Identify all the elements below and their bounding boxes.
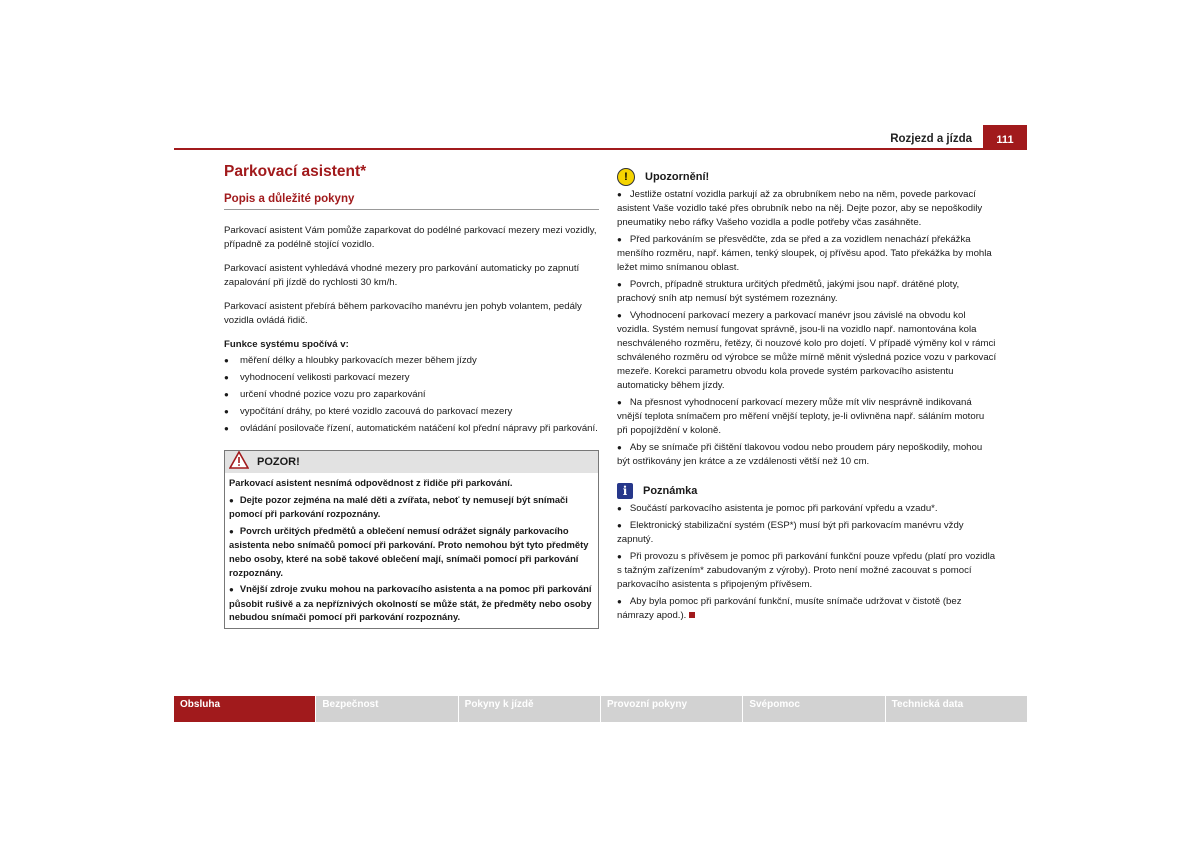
tab-bezpecnost[interactable]: Bezpečnost: [316, 696, 457, 722]
chapter-nav: [174, 696, 1027, 722]
section-subtitle: Popis a důležité pokyny: [224, 191, 599, 210]
warning-intro: Parkovací asistent nesnímá odpovědnost z řidiče při parkování.: [229, 477, 513, 488]
warning-box: [224, 450, 599, 629]
caution-item: ● Vyhodnocení parkovací mezery a parkovací manévr jsou závislé na obvodu kol vozidla. Systém nemusí fungovat správně, jsou-li na vozidlo např. namontována kola neschváleného rozměru, řetězy, či nouzové kolo pro dojetí. V případě výměny kol v rámci schváleného rozměru od výrobce se může mírně měnit výsledná pozice vozu v parkovací mezeře. Korekci parametru obvodu kola provede systém parkovacího asistentu automaticky během jízdy.: [617, 310, 997, 391]
functions-heading: Funkce systému spočívá v:: [224, 339, 349, 350]
tab-svepomoc[interactable]: Svépomoc: [743, 696, 884, 722]
note-list: [617, 502, 997, 623]
list-item: ● vypočítání dráhy, po které vozidlo zacouvá do parkovací mezery: [224, 405, 599, 419]
list-item: ● vyhodnocení velikosti parkovací mezery: [224, 371, 599, 385]
header-rule: [174, 148, 1027, 150]
caution-header: [617, 166, 997, 188]
warning-body: [225, 473, 598, 628]
warning-item: ● Dejte pozor zejména na malé děti a zvířata, neboť ty nemusejí být snímači pomocí při parkování rozpoznány.: [229, 493, 568, 520]
caution-item: ● Povrch, případně struktura určitých předmětů, jakými jsou např. drátěné ploty, prachový sníh atp nemusí být systémem rozeznány.: [617, 279, 960, 304]
note-label: Poznámka: [643, 485, 698, 497]
note-header: [617, 480, 997, 502]
right-column: [617, 166, 997, 626]
functions-list: [224, 354, 599, 436]
note-item: ● Elektronický stabilizační systém (ESP*) musí být při parkovacím manévru vždy zapnutý.: [617, 520, 964, 545]
warning-triangle-icon: [229, 451, 249, 474]
left-column: [224, 162, 599, 629]
tab-obsluha[interactable]: Obsluha: [174, 696, 315, 722]
list-item: ● ovládání posilovače řízení, automatickém natáčení kol přední nápravy při parkování.: [224, 422, 599, 436]
section-title: Rozjezd a jízda: [890, 133, 972, 145]
page-number: 111: [983, 125, 1027, 149]
paragraph: Parkovací asistent přebírá během parkovacího manévru jen pohyb volantem, pedály vozidla ovládá řidič.: [224, 301, 582, 326]
note-item: ● Součástí parkovacího asistenta je pomoc při parkování vpředu a vzadu*.: [617, 503, 938, 514]
paragraph: Parkovací asistent Vám pomůže zaparkovat do podélné parkovací mezery mezi vozidly, případně za podélně stojící vozidlo.: [224, 225, 597, 250]
exclamation-circle-icon: !: [617, 168, 635, 186]
caution-item: ● Na přesnost vyhodnocení parkovací mezery může mít vliv nesprávně indikovaná vnější teplota snímačem pro měření vnější teploty, je-li ovlivněna např. sáláním motoru při popojíždění v koloně.: [617, 397, 985, 436]
note-item: ● Při provozu s přívěsem je pomoc při parkování funkční pouze vpředu (platí pro vozidla s tažným zařízením* zabudovaným z výroby). Proto není možné zacouvat s pomocí parkovacího asistenta s připojeným přívěsem.: [617, 551, 996, 590]
list-item: ● určení vhodné pozice vozu pro zaparkování: [224, 388, 599, 402]
warning-header: [225, 451, 598, 473]
tab-provozni-pokyny[interactable]: Provozní pokyny: [601, 696, 742, 722]
list-item: ● měření délky a hloubky parkovacích mezer během jízdy: [224, 354, 599, 368]
info-icon: i: [617, 483, 633, 499]
page-title: Parkovací asistent*: [224, 163, 367, 180]
paragraph: Parkovací asistent vyhledává vhodné mezery pro parkování automaticky po zapnutí zapalování při jízdě do rychlosti 30 km/h.: [224, 263, 580, 288]
caution-label: Upozornění!: [645, 171, 710, 183]
caution-item: ● Jestliže ostatní vozidla parkují až za obrubníkem nebo na něm, povede parkovací asistent Vaše vozidlo také přes obrubník nebo na něj. Dejte pozor, aby se nepoškodily pneumatiky nebo ráfky Vašeho vozidla a podle potřeby včas zasáhněte.: [617, 189, 983, 228]
tab-technicka-data[interactable]: Technická data: [886, 696, 1027, 722]
warning-item: ● Povrch určitých předmětů a oblečení nemusí odrážet signály parkovacího asistenta nebo snímačů pomocí při parkování. Proto nemohou být tyto předměty nebo osoby, které na sobě takové oblečení mají, snímači pomocí při parkování rozpoznány.: [229, 524, 589, 578]
caution-item: ● Aby se snímače při čištění tlakovou vodou nebo proudem páry nepoškodily, mohou být ostřikovány jen krátce a ze vzdálenosti větší než 10 cm.: [617, 442, 983, 467]
caution-list: [617, 188, 997, 469]
end-square-icon: [689, 612, 695, 618]
warning-label: POZOR!: [257, 456, 300, 468]
tab-pokyny-k-jizde[interactable]: Pokyny k jízdě: [459, 696, 600, 722]
note-item: ● Aby byla pomoc při parkování funkční, musíte snímače udržovat v čistotě (bez námrazy apod.).: [617, 596, 962, 621]
warning-item: ● Vnější zdroje zvuku mohou na parkovacího asistenta a na pomoc při parkování působit rušivě a za nepříznivých okolností se může stát, že předměty nebo osoby nebudou snímači pomocí při parkování rozpoznány.: [229, 583, 592, 623]
caution-item: ● Před parkováním se přesvědčte, zda se před a za vozidlem nenachází překážka menšího rozměru, např. kámen, tenký sloupek, oj přívěsu apod. Tato překážka by mohla ležet mimo snímanou oblast.: [617, 234, 992, 273]
